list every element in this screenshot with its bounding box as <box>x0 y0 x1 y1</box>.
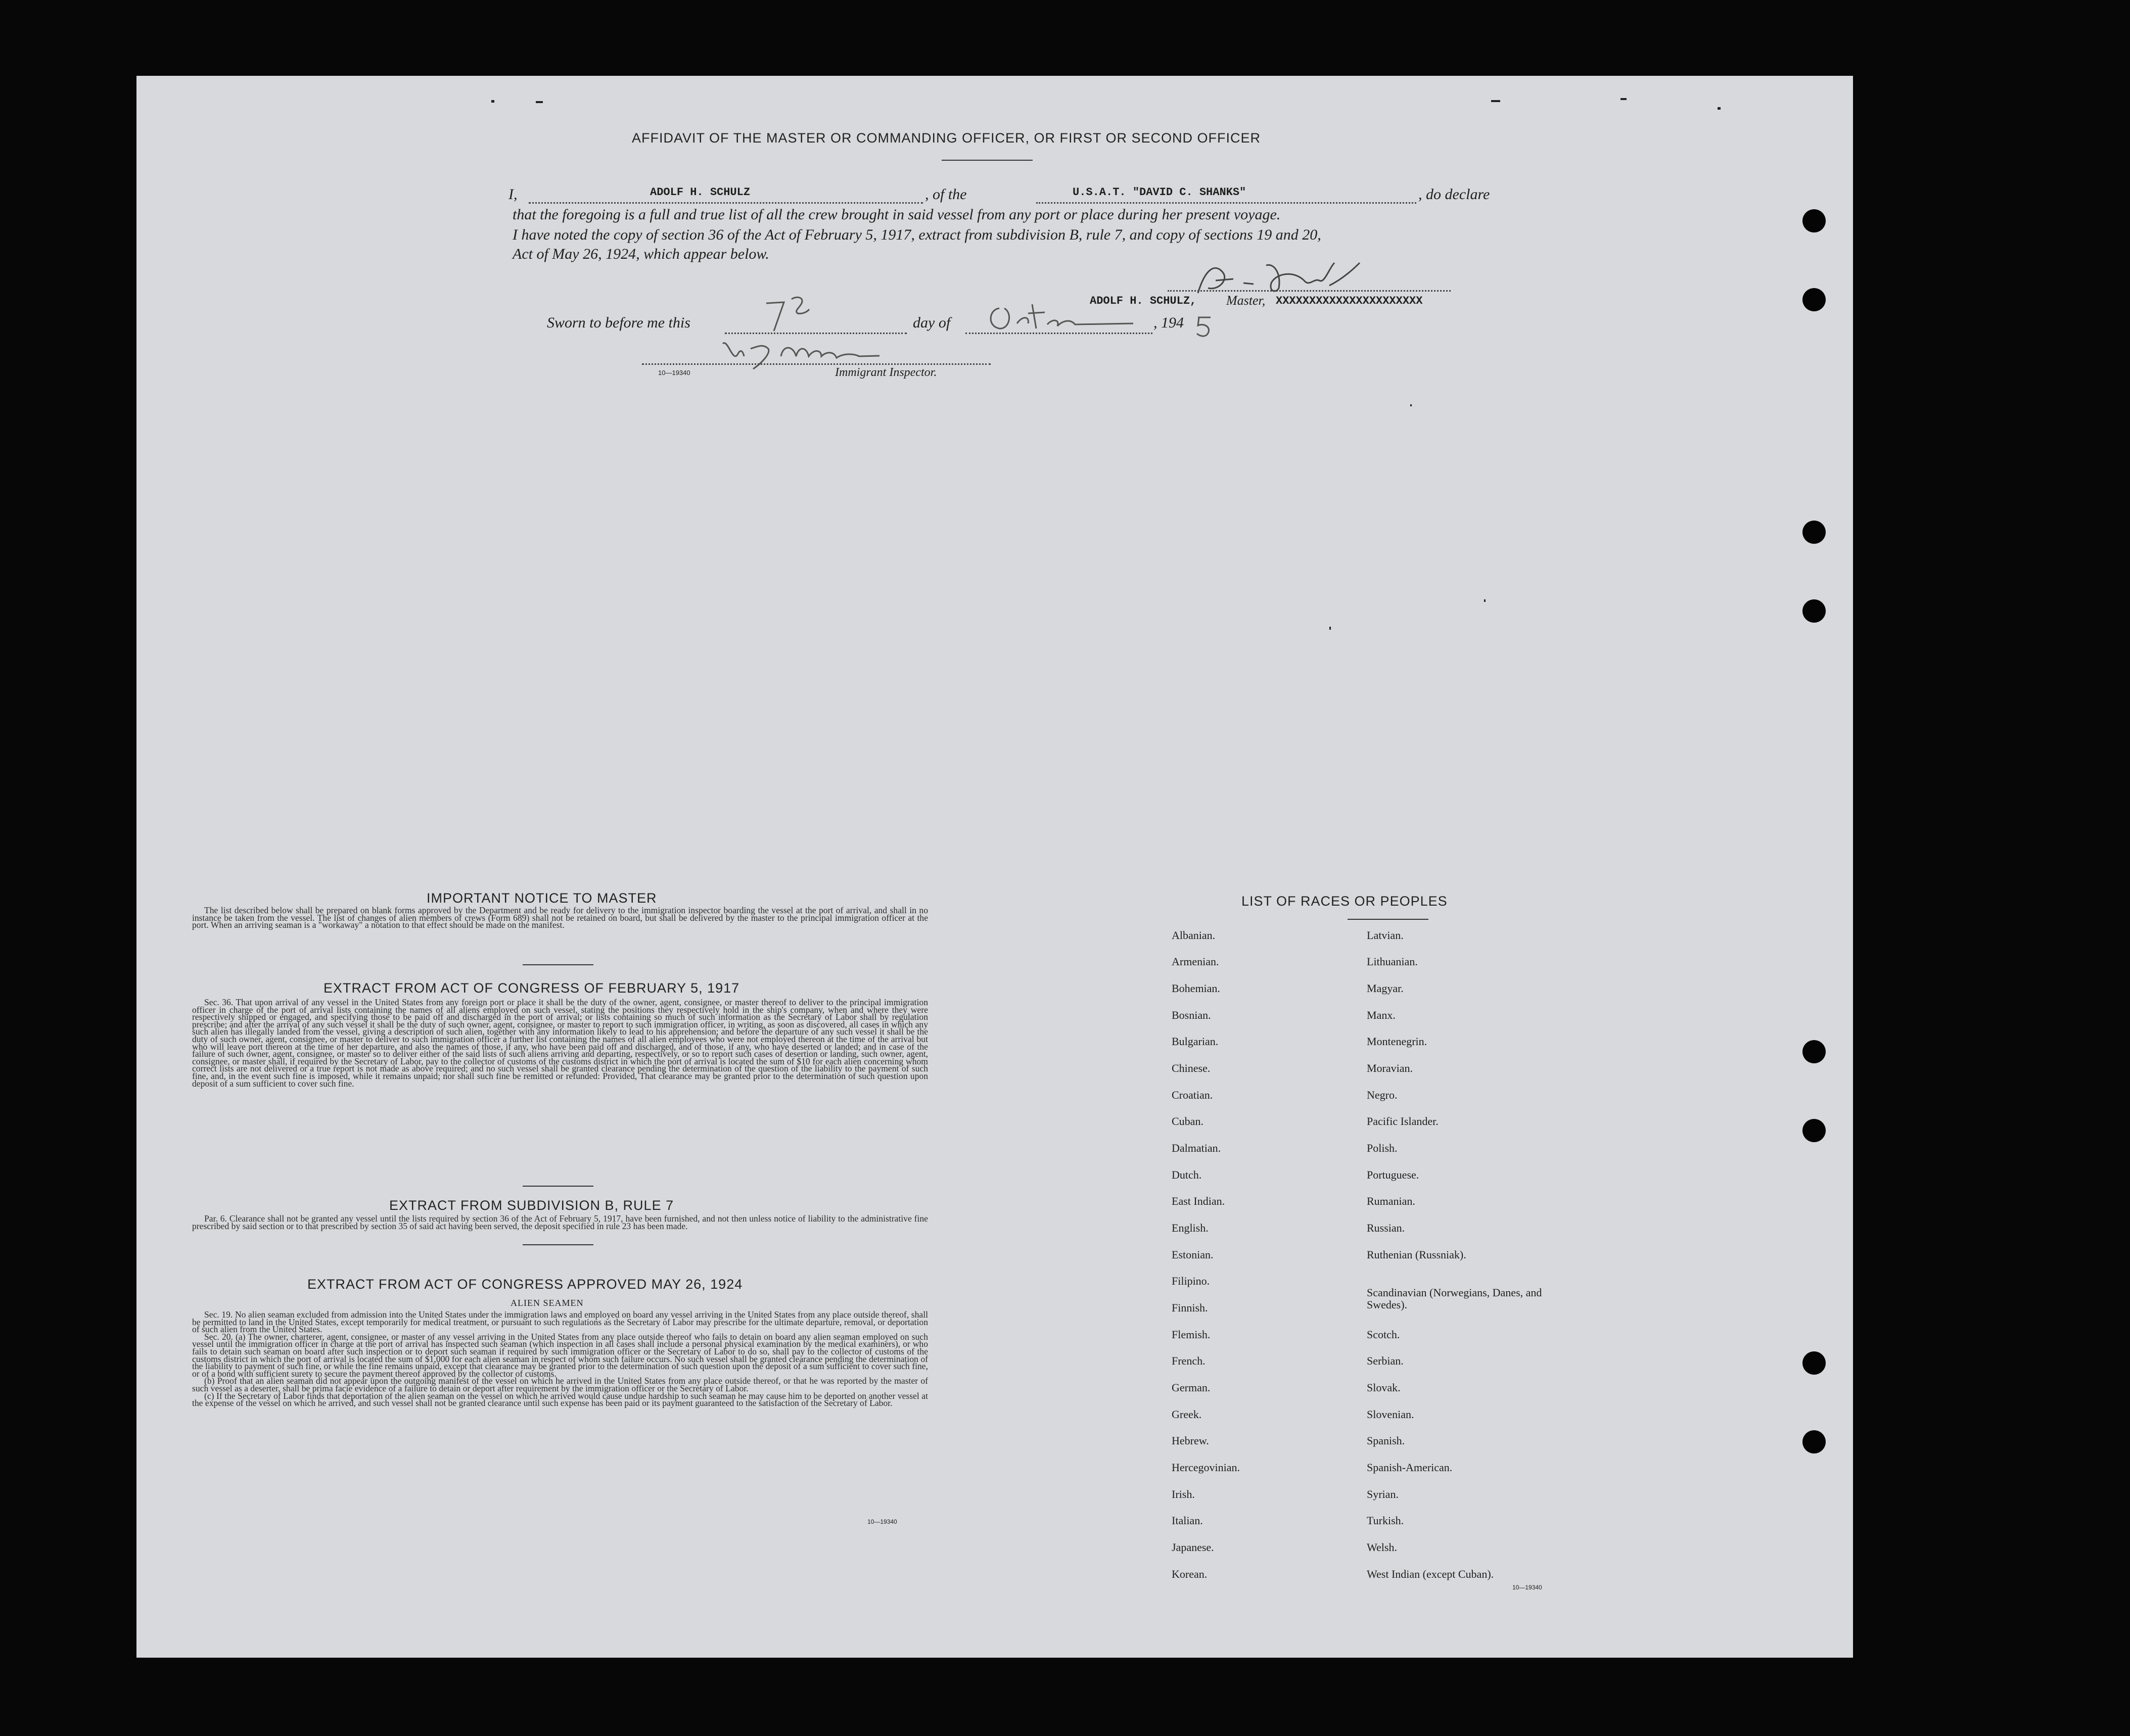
vessel-name-line <box>1036 202 1416 204</box>
race-montenegrin: Montenegrin. <box>1367 1035 1427 1048</box>
affidavit-line-4: Act of May 26, 1924, which appear below. <box>513 246 769 262</box>
race-manx: Manx. <box>1367 1009 1396 1021</box>
race-spanish: Spanish. <box>1367 1434 1405 1447</box>
scan-speck <box>1491 100 1500 102</box>
section-20c-paragraph: (c) If the Secretary of Labor finds that deportation of the alien seaman on the vessel on which he arrived would cause undue hardship to such seaman he may cause him to be deported on another vessel at the expense of the vessel on which he arrived, and such vessel shall not be granted clearance until such expense has been paid or its payment guaranteed to the satisfaction of the Secretary of Labor. <box>192 1390 928 1409</box>
race-spanish-american: Spanish-American. <box>1367 1461 1453 1474</box>
race-east-indian: East Indian. <box>1172 1195 1225 1207</box>
scan-speck <box>1718 107 1721 110</box>
extract-1917-text <box>192 999 928 1087</box>
typed-signer-name: ADOLF H. SCHULZ, <box>1090 295 1197 307</box>
section-20a-paragraph: Sec. 20. (a) The owner, charterer, agent, consignee, or master of any vessel arriving in the United States from any place outside thereof who fails to detain on board any alien seaman employed on such vessel until the immigration officer in charge at the port of arrival has inspected such seaman (which inspection in all cases shall include a personal physical examination by the medical examiners), or who fails to detain such seaman on board after such inspection or to deport such seaman if required by such immigration officer or the Secretary of Labor to do so, shall pay to the collector of customs of the customs district in which the port of arrival is located the sum of $1,000 for each alien seaman in respect of whom such failure occurs. No such vessel shall be granted clearance pending the determination of the liability to payment of such fine, or while the fine remains unpaid, except that clearance may be granted prior to the determination of such question upon the deposit of a sum sufficient to cover such fine, or of a bond with sufficient surety to secure the payment thereof approved by the collector of customs. <box>192 1331 928 1379</box>
binder-hole <box>1802 209 1826 232</box>
race-russian: Russian. <box>1367 1222 1405 1234</box>
do-declare-label: , do declare <box>1418 186 1490 203</box>
race-bosnian: Bosnian. <box>1172 1009 1211 1021</box>
binder-hole <box>1802 1040 1826 1063</box>
race-chinese: Chinese. <box>1172 1062 1211 1074</box>
vessel-name-field: U.S.A.T. "DAVID C. SHANKS" <box>1073 186 1246 199</box>
binder-hole <box>1802 521 1826 544</box>
race-negro: Negro. <box>1367 1089 1398 1101</box>
day-handwritten <box>761 293 827 334</box>
declarant-pronoun: I, <box>508 186 518 203</box>
race-armenian: Armenian. <box>1172 955 1219 968</box>
race-portuguese: Portuguese. <box>1367 1168 1419 1181</box>
scan-speck <box>1620 98 1627 100</box>
race-albanian: Albanian. <box>1172 929 1216 942</box>
race-cuban: Cuban. <box>1172 1115 1203 1128</box>
scan-speck <box>536 101 543 103</box>
race-rumanian: Rumanian. <box>1367 1195 1415 1207</box>
struck-title: XXXXXXXXXXXXXXXXXXXXXX <box>1276 295 1423 307</box>
race-polish: Polish. <box>1367 1142 1398 1154</box>
section-20b-paragraph: (b) Proof that an alien seaman did not appear upon the outgoing manifest of the vessel on which he arrived in the United States from any place outside thereof, or that he was reported by the master of such vessel as a deserter, shall be prima facie evidence of a failure to detain or deport after requirement by the immigration officer or the Secretary of Labor. <box>192 1376 928 1393</box>
subdivision-title: EXTRACT FROM SUBDIVISION B, RULE 7 <box>389 1198 674 1213</box>
master-name-line <box>529 202 923 204</box>
race-slovenian: Slovenian. <box>1367 1408 1414 1421</box>
master-name-field: ADOLF H. SCHULZ <box>650 186 751 199</box>
title-divider <box>942 160 1033 161</box>
race-hercegovinian: Hercegovinian. <box>1172 1461 1240 1474</box>
paragraph-6: Par. 6. Clearance shall not be granted any vessel until the lists required by section 36 of the Act of February 5, 1917, have been furnished, and not then unless notice of liability to the administrative fine prescribed by said section or to that prescribed by section 35 of said act having been served, the deposit specified in rule 23 has been made. <box>192 1213 928 1231</box>
section-19-paragraph: Sec. 19. No alien seaman excluded from admission into the United States under the immigration laws and employed on board any vessel arriving in the United States from any place outside thereof, shall be permitted to land in the United States, except temporarily for medical treatment, or pursuant to such regulations as the Secretary of Labor may prescribe for the ultimate departure, removal, or deportation of such alien from the United States. <box>192 1309 928 1335</box>
race-syrian: Syrian. <box>1367 1488 1399 1500</box>
race-irish: Irish. <box>1172 1488 1195 1500</box>
scan-speck <box>491 100 494 103</box>
subdivision-text <box>192 1215 928 1230</box>
race-bulgarian: Bulgarian. <box>1172 1035 1219 1048</box>
form-number-top: 10—19340 <box>658 369 690 377</box>
alien-seamen-subtitle: ALIEN SEAMEN <box>511 1298 584 1308</box>
binder-hole <box>1802 1351 1826 1375</box>
inspector-line <box>642 363 991 365</box>
race-slovak: Slovak. <box>1367 1381 1401 1394</box>
extract-1917-title: EXTRACT FROM ACT OF CONGRESS OF FEBRUARY 5, 1917 <box>323 980 740 996</box>
notice-title: IMPORTANT NOTICE TO MASTER <box>427 890 657 906</box>
race-welsh: Welsh. <box>1367 1541 1397 1554</box>
race-english: English. <box>1172 1222 1209 1234</box>
of-the-label: , of the <box>925 186 967 203</box>
extract-1924-text <box>192 1311 928 1407</box>
race-pacific-islander: Pacific Islander. <box>1367 1115 1439 1128</box>
race-turkish: Turkish. <box>1367 1514 1404 1527</box>
inspector-label: Immigrant Inspector. <box>835 366 937 379</box>
binder-hole <box>1802 599 1826 623</box>
month-handwritten <box>982 293 1143 334</box>
day-of-label: day of <box>913 314 951 331</box>
race-serbian: Serbian. <box>1367 1354 1404 1367</box>
race-hebrew: Hebrew. <box>1172 1434 1209 1447</box>
race-finnish: Finnish. <box>1172 1301 1208 1314</box>
race-moravian: Moravian. <box>1367 1062 1413 1074</box>
signature-line <box>1168 290 1451 292</box>
race-scandinavian: Scandinavian (Norwegians, Danes, and Swedes). <box>1367 1286 1542 1311</box>
binder-hole <box>1802 288 1826 311</box>
race-scotch: Scotch. <box>1367 1328 1400 1341</box>
extract-1917-divider <box>523 1186 593 1187</box>
race-lithuanian: Lithuanian. <box>1367 955 1418 968</box>
year-prefix: , 194 <box>1153 314 1184 331</box>
sworn-label: Sworn to before me this <box>547 314 690 331</box>
affidavit-line-3: I have noted the copy of section 36 of the Act of February 5, 1917, extract from subdivision B, rule 7, and copy of sections 19 and 20, <box>513 226 1321 243</box>
affidavit-line-2: that the foregoing is a full and true list of all the crew brought in said vessel from any port or place during her present voyage. <box>513 206 1281 223</box>
notice-divider <box>523 964 593 965</box>
race-german: German. <box>1172 1381 1211 1394</box>
form-number-left: 10—19340 <box>867 1518 897 1525</box>
race-croatian: Croatian. <box>1172 1089 1213 1101</box>
section-36-paragraph: Sec. 36. That upon arrival of any vessel in the United States from any foreign port or place it shall be the duty of the owner, agent, consignee, or master thereof to deliver to the principal immigration officer in charge of the port of arrival lists containing the names of all aliens employed on such vessel, stating the positions they respectively hold in the ship's company, when and where they were respectively shipped or engaged, and specifying those to be paid off and discharged in the port of arrival; or lists containing so much of such information as the Secretary of Labor shall by regulation prescribe; and after the arrival of any such vessel it shall be the duty of such owner, agent, consignee, or master to report to such immigration officer, in writing, as soon as discovered, all cases in which any such alien has illegally landed from the vessel, giving a description of such alien, together with any information likely to lead to his apprehension; and before the departure of any such vessel it shall be the duty of such owner, agent, consignee, or master to deliver to such immigration officer a further list containing the names of all alien employees who were not employed thereon at the time of the arrival but who will leave port thereon at the time of her departure, and also the names of those, if any, who have been paid off and discharged, and of those, if any, who have deserted or landed; and in case of the failure of such owner, agent, consignee, or master so to deliver either of the said lists of such aliens arriving and departing, respectively, or so to report such cases of desertion or landing, such owner, agent, consignee, or master shall, if required by the Secretary of Labor, pay to the collector of customs of the customs district in which the port of arrival is located the sum of $10 for each alien concerning whom correct lists are not delivered or a true report is not made as above required; and no such vessel shall be granted clearance pending the determination of the question of the liability to the payment of such fine, and, in the event such fine is imposed, while it remains unpaid; nor shall such fine be remitted or refunded: Provided, That clearance may be granted prior to the determination of such question upon deposit of a sum sufficient to cover such fine. <box>192 997 928 1089</box>
races-divider <box>1348 919 1428 920</box>
document-page <box>136 76 1853 1658</box>
subdivision-divider <box>523 1244 593 1245</box>
binder-hole <box>1802 1119 1826 1142</box>
races-title: LIST OF RACES OR PEOPLES <box>1241 894 1448 909</box>
form-number-right: 10—19340 <box>1512 1584 1542 1591</box>
scan-speck <box>1484 599 1486 602</box>
race-italian: Italian. <box>1172 1514 1203 1527</box>
race-west-indian: West Indian (except Cuban). <box>1367 1568 1494 1580</box>
race-greek: Greek. <box>1172 1408 1202 1421</box>
notice-paragraph: The list described below shall be prepared on blank forms approved by the Department and be ready for delivery to the immigration inspector boarding the vessel at the port of arrival, and shall in no instance be taken from the vessel. The list of changes of alien members of crews (Form 689) shall not be retained on board, but shall be delivered by the master to the principal immigration officer at the port. When an arriving seaman is a "workaway" a notation to that effect should be made on the manifest. <box>192 905 928 930</box>
race-bohemian: Bohemian. <box>1172 982 1220 995</box>
year-handwritten <box>1193 313 1218 339</box>
race-latvian: Latvian. <box>1367 929 1404 942</box>
race-korean: Korean. <box>1172 1568 1208 1580</box>
race-dutch: Dutch. <box>1172 1168 1202 1181</box>
race-flemish: Flemish. <box>1172 1328 1211 1341</box>
binder-hole <box>1802 1430 1826 1453</box>
race-ruthenian: Ruthenian (Russniak). <box>1367 1248 1466 1261</box>
notice-text <box>192 907 928 929</box>
race-magyar: Magyar. <box>1367 982 1404 995</box>
master-label: Master, <box>1226 293 1266 308</box>
race-japanese: Japanese. <box>1172 1541 1214 1554</box>
race-estonian: Estonian. <box>1172 1248 1214 1261</box>
scan-speck <box>1329 627 1331 630</box>
extract-1924-title: EXTRACT FROM ACT OF CONGRESS APPROVED MAY 26, 1924 <box>307 1277 743 1292</box>
scan-speck <box>1410 404 1412 406</box>
affidavit-title: AFFIDAVIT OF THE MASTER OR COMMANDING OFFICER, OR FIRST OR SECOND OFFICER <box>632 130 1261 146</box>
race-dalmatian: Dalmatian. <box>1172 1142 1221 1154</box>
race-french: French. <box>1172 1354 1206 1367</box>
race-filipino: Filipino. <box>1172 1275 1210 1287</box>
